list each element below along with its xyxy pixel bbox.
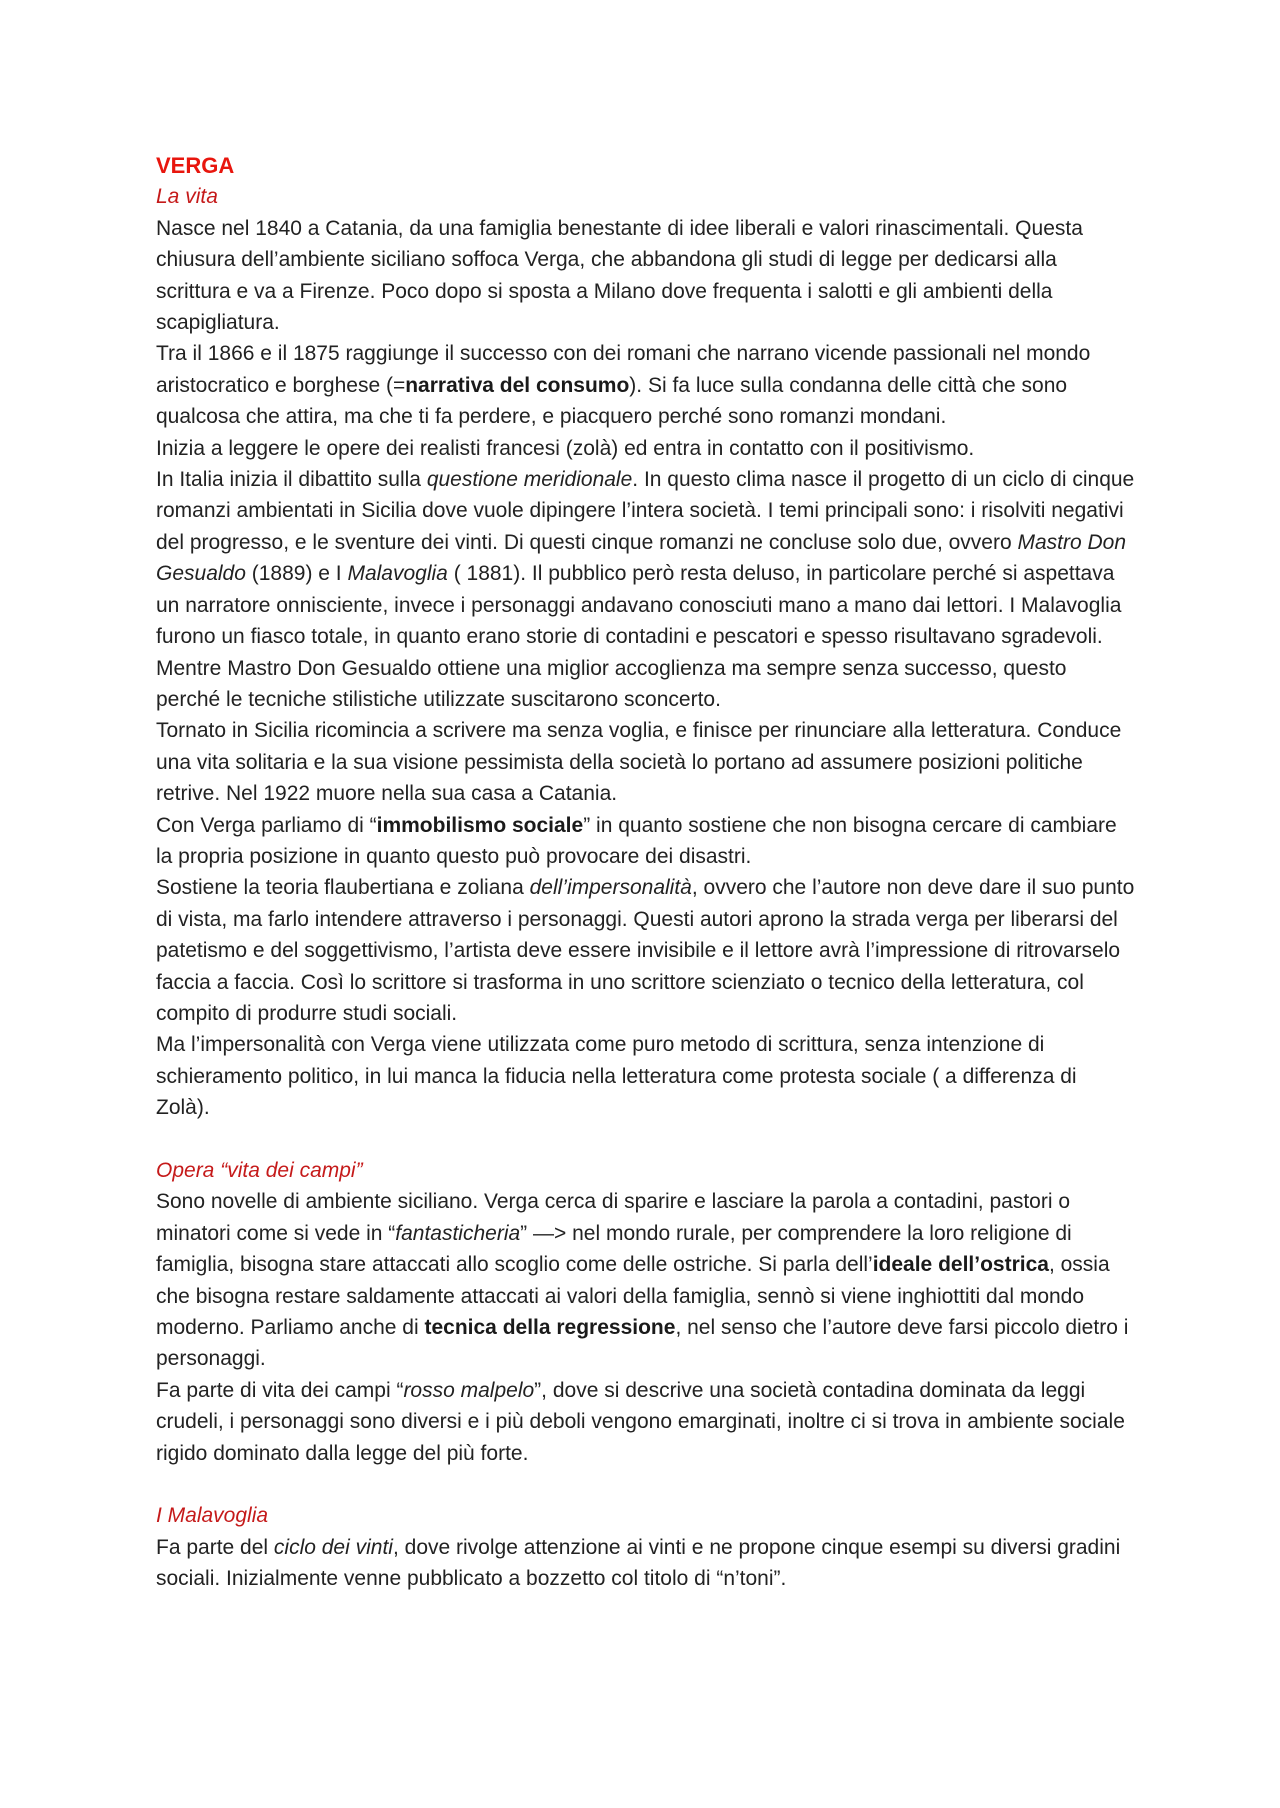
text-run: ” —> nel mondo rurale, per comprendere la loro religione di famiglia, bisogna stare attaccati allo scoglio come delle ostriche. Si parla dell’ [156, 1221, 1072, 1277]
paragraph [156, 464, 1136, 715]
section-heading: La vita [156, 185, 218, 209]
bold-term: tecnica della regressione [424, 1316, 676, 1340]
text-run: In Italia inizia il dibattito sulla [156, 468, 427, 492]
text-run: Fa parte del [156, 1535, 274, 1559]
text-run: . In questo clima nasce il progetto di un ciclo di cinque romanzi ambientati in Sicilia dove vuole dipingere l’intera società. I temi principali sono: i risolviti negativi del progresso, e le sventure dei vinti. Di questi cinque romanzi ne concluse solo due, ovvero [156, 468, 1135, 554]
italic-term: rosso malpelo [403, 1378, 535, 1402]
text-run: , ovvero che l’autore non deve dare il suo punto di vista, ma farlo intendere attraverso i personaggi. Questi autori aprono la strada verga per liberarsi del patetismo e del soggettivismo, l’artista deve essere invisibile e il lettore avrà l’impressione di ritrovarselo faccia a faccia. Così lo scrittore si trasforma in uno scrittore scienziato o tecnico della letteratura, col compito di produrre studi sociali. [156, 876, 1135, 1025]
italic-term: questione meridionale [426, 468, 633, 492]
text-run: Tra il 1866 e il 1875 raggiunge il successo con dei romani che narrano vicende passionali nel mondo aristocratico e borghese (= [156, 342, 1091, 397]
paragraph [156, 1375, 1136, 1469]
paragraph [156, 810, 1136, 873]
text-run: , dove rivolge attenzione ai vinti e ne propone cinque esempi su diversi gradini sociali. Inizialmente venne pubblicato a bozzetto col titolo di “n’toni”. [156, 1535, 1121, 1591]
text-run: Fa parte di vita dei campi “ [156, 1378, 404, 1402]
document-page [156, 150, 1136, 1595]
italic-term: dell’impersonalità [529, 876, 692, 900]
paragraph [156, 338, 1136, 432]
text-run: ). Si fa luce sulla condanna delle città che sono qualcosa che attira, ma che ti fa perdere, e piacquero perché sono romanzi mondani. [156, 373, 1068, 429]
paragraph [156, 872, 1136, 1029]
italic-term: Mastro Don Gesualdo [156, 530, 1127, 586]
paragraph [156, 213, 1136, 339]
text-run: Tornato in Sicilia ricomincia a scrivere ma senza voglia, e finisce per rinunciare alla letteratura. Conduce una vita solitaria e la sua visione pessimista della società lo portano ad assumere posizioni politiche retrive. Nel 1922 muore nella sua casa a Catania. [156, 719, 1122, 806]
bold-term: narrativa del consumo [405, 373, 630, 397]
document-body [156, 181, 1136, 1594]
document-title: VERGA [156, 153, 235, 178]
text-run: Inizia a leggere le opere dei realisti francesi (zolà) ed entra in contatto con il positivismo. [156, 436, 975, 460]
text-run: Sono novelle di ambiente siciliano. Verga cerca di sparire e lasciare la parola a contadini, pastori o minatori come si vede in “ [156, 1190, 1071, 1245]
section-heading: Opera “vita dei campi” [156, 1158, 363, 1182]
paragraph [156, 715, 1136, 809]
text-run: Sostiene la teoria flaubertiana e zoliana [156, 876, 530, 900]
text-run: ( 1881). Il pubblico però resta deluso, in particolare perché si aspettava un narratore onnisciente, invece i personaggi andavano conosciuti mano a mano dai lettori. I Malavoglia furono un fiasco totale, in quanto erano storie di contadini e pescatori e spesso risultavano sgradevoli. Mentre Mastro Don Gesualdo ottiene una miglior accoglienza ma sempre senza successo, questo perché le tecniche stilistiche utilizzate suscitarono sconcerto. [156, 562, 1122, 711]
text-run: Nasce nel 1840 a Catania, da una famiglia benestante di idee liberali e valori rinascimentali. Questa chiusura dell’ambiente siciliano soffoca Verga, che abbandona gli studi di legge per dedicarsi alla scrittura e va a Firenze. Poco dopo si sposta a Milano dove frequenta i salotti e gli ambienti della scapigliatura. [156, 216, 1083, 335]
bold-term: ideale dell’ostrica [872, 1253, 1049, 1277]
text-run: , ossia che bisogna restare saldamente attaccati ai valori della famiglia, sennò si viene inghiottiti dal mondo moderno. Parliamo anche di [156, 1253, 1110, 1340]
italic-term: Malavoglia [347, 562, 448, 586]
italic-term: fantasticheria [395, 1221, 521, 1245]
italic-term: ciclo dei vinti [273, 1535, 393, 1559]
paragraph [156, 1029, 1136, 1123]
text-run: Ma l’impersonalità con Verga viene utilizzata come puro metodo di scrittura, senza intenzione di schieramento politico, in lui manca la fiducia nella letteratura come protesta sociale ( a differenza di Zolà). [156, 1033, 1077, 1120]
text-run: (1889) e I [245, 562, 348, 586]
text-run: Con Verga parliamo di “ [156, 813, 377, 837]
paragraph [156, 433, 1136, 464]
paragraph [156, 1186, 1136, 1374]
text-run: , nel senso che l’autore deve farsi piccolo dietro i personaggi. [156, 1316, 1129, 1371]
bold-term: immobilismo sociale [376, 813, 584, 837]
paragraph [156, 1532, 1136, 1595]
text-run: ”, dove si descrive una società contadina dominata da leggi crudeli, i personaggi sono diversi e i più deboli vengono emarginati, inoltre ci si trova in ambiente sociale rigido dominato dalla legge del più forte. [156, 1378, 1125, 1465]
section-heading: I Malavoglia [156, 1504, 269, 1528]
text-run: ” in quanto sostiene che non bisogna cercare di cambiare la propria posizione in quanto questo può provocare dei disastri. [156, 813, 1117, 868]
